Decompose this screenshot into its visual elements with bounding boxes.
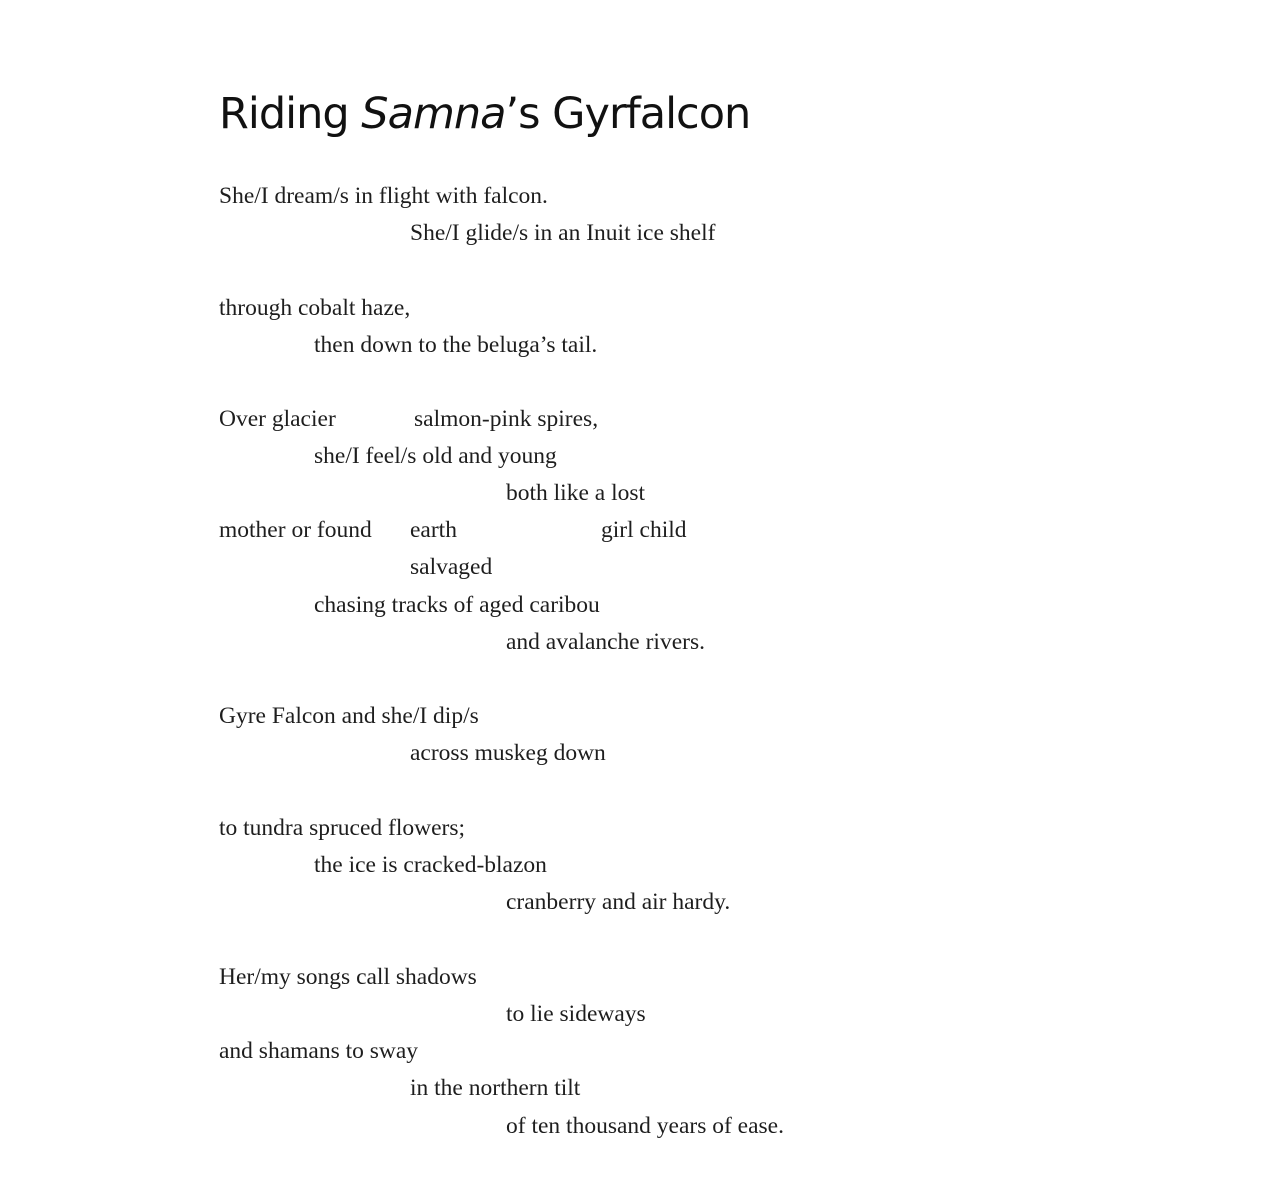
poem-line: and shamans to sway (219, 1038, 419, 1064)
poem-line: She/I glide/s in an Inuit ice shelf (410, 220, 716, 246)
poem-line: girl child (601, 517, 687, 543)
poem-line: both like a lost (506, 480, 646, 506)
poem-line: of ten thousand years of ease. (506, 1113, 784, 1139)
poem-line: then down to the beluga’s tail. (314, 332, 598, 358)
poem-line: mother or found (219, 517, 372, 543)
poem-line: Over glacier (219, 406, 336, 432)
poem-line: She/I dream/s in flight with falcon. (219, 183, 548, 209)
poem-line: chasing tracks of aged caribou (314, 592, 600, 618)
poem-title (219, 84, 750, 144)
title-part-2-italic: Samna (361, 89, 506, 139)
poem-line: Gyre Falcon and she/I dip/s (219, 703, 479, 729)
poem-line: and avalanche rivers. (506, 629, 705, 655)
poem-line: to lie sideways (506, 1001, 646, 1027)
poem-line: across muskeg down (410, 740, 606, 766)
poem-line: she/I feel/s old and young (314, 443, 557, 469)
poem-line: cranberry and air hardy. (506, 889, 731, 915)
poem-line: Her/my songs call shadows (219, 964, 477, 990)
poem-line: through cobalt haze, (219, 295, 411, 321)
poem-line: salvaged (410, 554, 493, 580)
poem-line: in the northern tilt (410, 1075, 581, 1101)
title-part-3: ’s Gyrfalcon (505, 89, 751, 139)
poem-line: earth (410, 517, 457, 543)
title-part-1: Riding (219, 89, 362, 139)
poem-line: salmon-pink spires, (414, 406, 599, 432)
poem-line: to tundra spruced flowers; (219, 815, 466, 841)
poem-line: the ice is cracked-blazon (314, 852, 547, 878)
